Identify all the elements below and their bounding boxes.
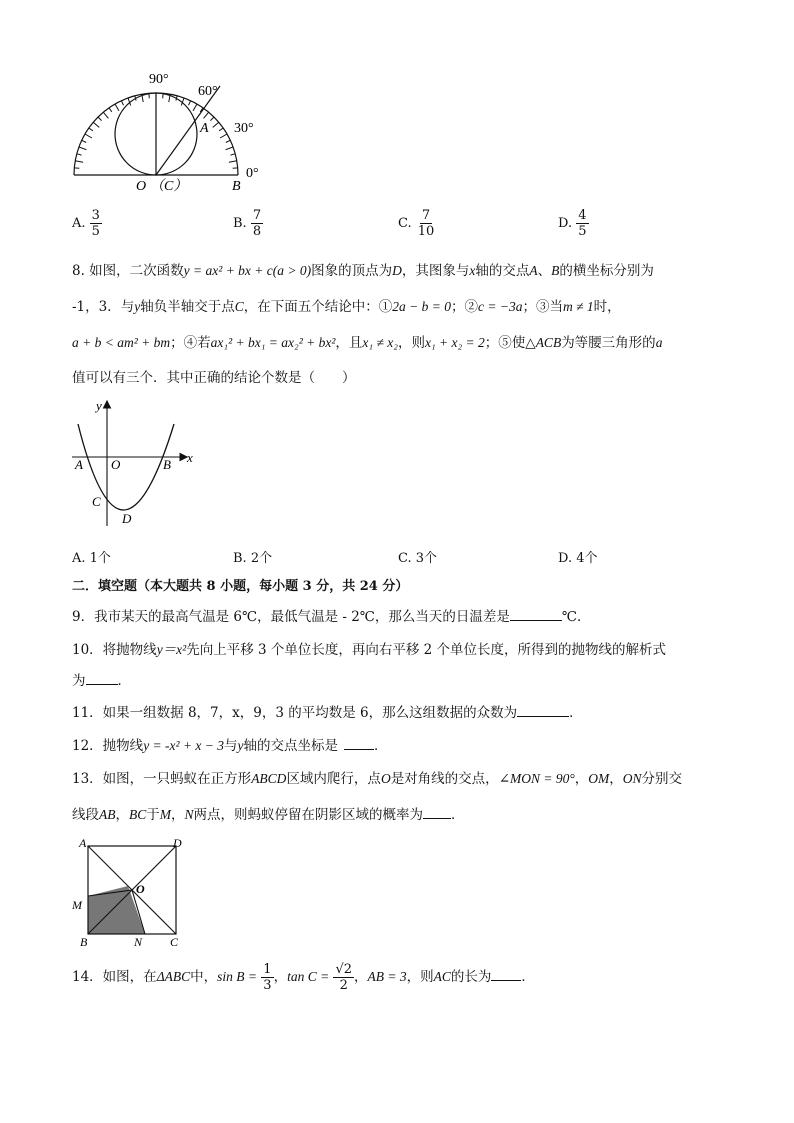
point-D-label: D — [122, 511, 132, 526]
q7-d-den: 5 — [578, 224, 587, 239]
q11: 11．如果一组数据 8，7，x，9，3 的平均数是 6，那么这组数据的众数为 ． — [72, 705, 583, 721]
q8-option-c: C. 3个 — [398, 551, 438, 566]
q7-option-b: B. $\frac{7}{8}$ — [233, 208, 262, 239]
q12-blank — [344, 737, 374, 750]
q9: 9．我市某天的最高气温是 6℃，最低气温是 - 2℃，那么当天的日温差是 ℃． — [72, 609, 591, 625]
q10-line-2: 为 ． — [72, 673, 131, 689]
angle-30-label: 30° — [234, 121, 254, 136]
q10-blank — [86, 672, 118, 685]
q12: 12．抛物线y = -x² + x − 3与y轴的交点坐标是 ． — [72, 738, 388, 754]
q8-option-d: D. 4个 — [558, 551, 598, 566]
q8-line-1: 8. 如图，二次函数y = ax² + bx + c(a > 0)图象的顶点为D，其图象与x轴的交点A、B的横坐标分别为 — [72, 263, 654, 279]
section-2-heading: 二．填空题（本大题共 8 小题，每小题 3 分，共 24 分） — [72, 579, 409, 594]
q7-option-c: C. $\frac{7}{10}$ — [398, 208, 435, 239]
point-O-label: O — [136, 882, 145, 896]
point-A-label: A — [75, 457, 83, 472]
q7-a-den: 5 — [91, 224, 100, 239]
point-C-label: C — [92, 494, 101, 509]
q7-c-num: 7 — [421, 208, 431, 223]
point-B-label: B — [232, 179, 241, 194]
q7-c-den: 10 — [417, 224, 435, 239]
point-D-label: D — [173, 836, 182, 850]
point-O-label: O — [136, 179, 147, 194]
q8-line-2: -1，3．与y轴负半轴交于点C，在下面五个结论中：①2a − b = 0；②c = −3a；③当m ≠ 1时， — [72, 299, 621, 315]
protractor-figure — [66, 66, 276, 196]
point-C-label: C — [170, 935, 179, 949]
q11-blank — [517, 704, 569, 717]
q7-a-num: 3 — [91, 208, 100, 223]
q8-line-4: 值可以有三个．其中正确的结论个数是（ ） — [72, 370, 356, 386]
point-A-label: A — [79, 836, 87, 850]
angle-0-label: 0° — [246, 166, 259, 181]
q7-option-a: A. $\frac{3}{5}$ — [72, 208, 100, 239]
q7-option-d: D. $\frac{4}{5}$ — [558, 208, 587, 239]
q7-b-num: 7 — [252, 208, 262, 223]
q8-option-a: A. 1个 — [72, 551, 111, 566]
point-A-label: A — [200, 121, 209, 136]
x-axis-label: x — [187, 450, 193, 465]
point-C-label: （C） — [150, 179, 188, 194]
q8-line-3: a + b < am² + bm；④若ax₁² + bx₁ = ax₂² + bx²，且x₁ ≠ x₂，则x₁ + x₂ = 2；⑤使△ACB为等腰三角形的a — [72, 335, 663, 351]
parabola-figure — [66, 396, 206, 536]
q7-d-num: 4 — [578, 208, 587, 223]
point-O-label: O — [111, 457, 121, 472]
q13-line-1: 13．如图，一只蚂蚁在正方形ABCD区域内爬行，点O是对角线的交点，∠MON = 90°，OM，ON分别交 — [72, 771, 683, 787]
q14-blank — [491, 968, 521, 981]
q13-blank — [423, 806, 451, 819]
point-B-label: B — [163, 457, 171, 472]
angle-60-label: 60° — [198, 84, 218, 99]
q8-option-b: B. 2个 — [233, 551, 273, 566]
angle-90-label: 90° — [149, 72, 169, 87]
square-figure — [70, 834, 190, 952]
q14: 14．如图，在ΔABC中，sin B = $\frac{1}{3}$ ，tan C = $\frac{√2}{2}$ ，AB = 3，则AC的长为 ． — [72, 962, 535, 993]
point-N-label: N — [134, 935, 143, 949]
y-axis-label: y — [96, 398, 102, 413]
q10-line-1: 10．将抛物线y＝x²先向上平移 3 个单位长度，再向右平移 2 个单位长度，所得到的抛物线的解析式 — [72, 642, 667, 658]
q13-line-2: 线段AB，BC于M，N两点，则蚂蚁停留在阴影区域的概率为 ． — [72, 807, 465, 823]
q7-b-den: 8 — [252, 224, 262, 239]
point-M-label: M — [72, 898, 82, 912]
point-B-label: B — [80, 935, 88, 949]
q9-blank — [510, 608, 562, 621]
